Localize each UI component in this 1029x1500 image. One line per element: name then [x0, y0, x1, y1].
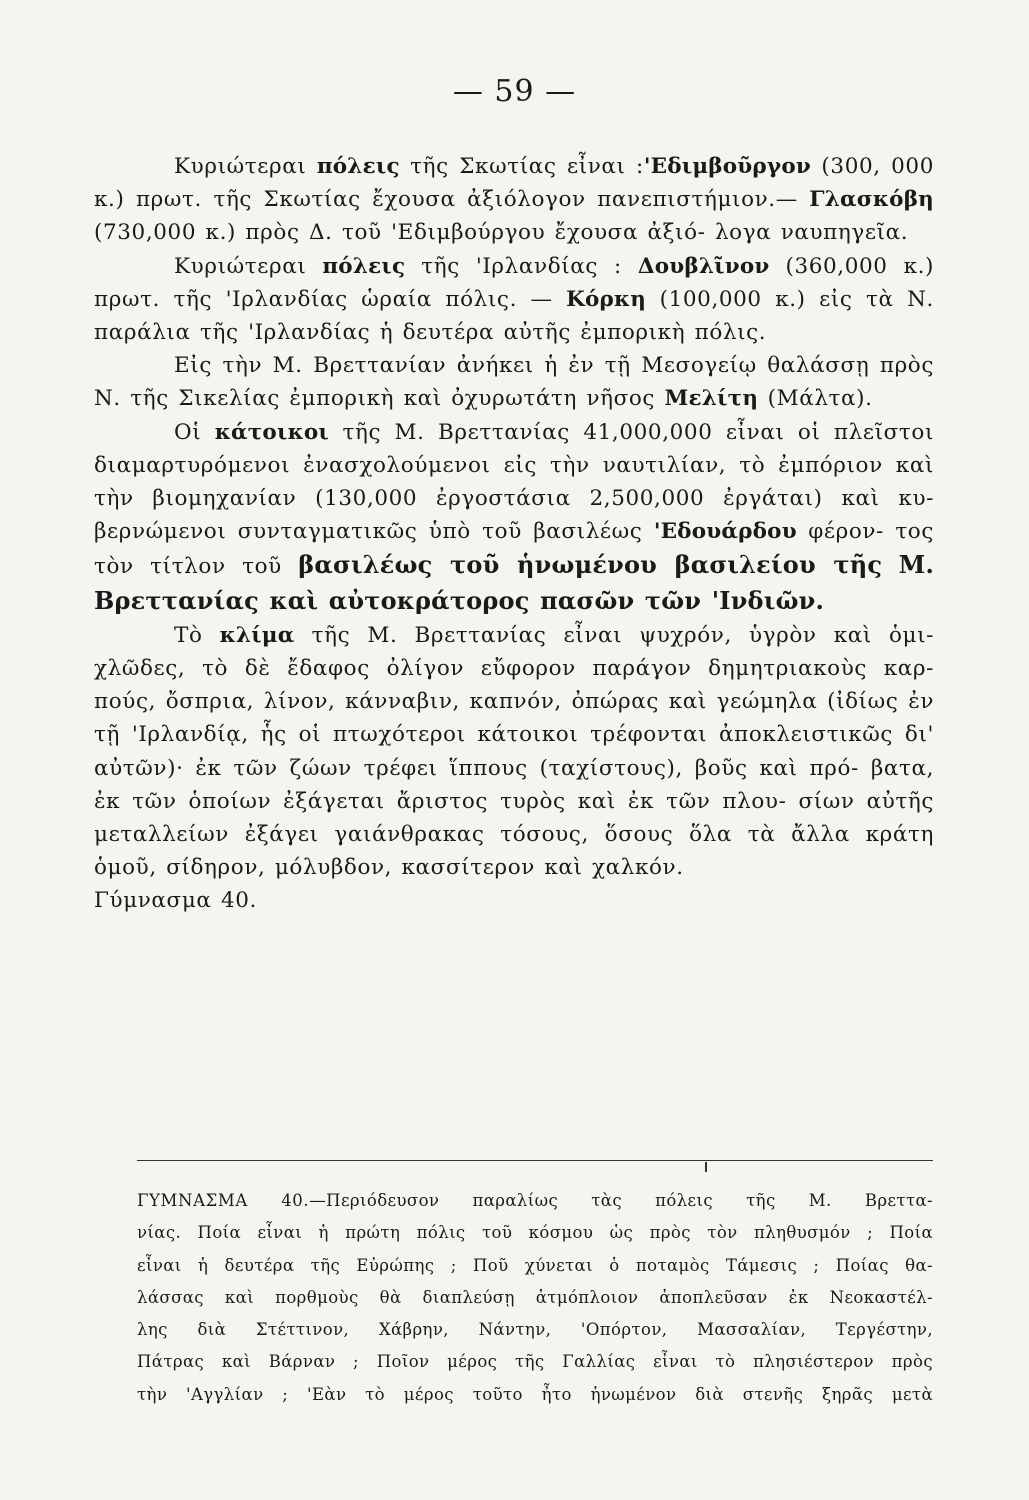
text-run: Εἰς τὴν Μ. Βρεττανίαν ἀνήκει ἡ ἐν τῇ Μεσογείῳ θαλάσσῃ πρὸς [174, 353, 934, 379]
bold-term: Κόρκη [566, 286, 647, 312]
text-run: τῆς 'Ιρλανδίας : [405, 253, 638, 279]
text-run: λογα ναυπηγεῖα. [714, 220, 909, 246]
main-text [94, 150, 934, 918]
footnote-line: τὴν 'Αγγλίαν ; 'Εὰν τὸ μέρος τοῦτο ἦτο ἡνωμένον διὰ στενῆς ξηρᾶς μετὰ [137, 1384, 933, 1404]
bold-term: Δουβλῖνον [637, 253, 770, 279]
divider-mark [705, 1162, 707, 1172]
footnote-line: νίας. Ποία εἶναι ἡ πρώτη πόλις τοῦ κόσμου ὡς πρὸς τὸν πληθυσμόν ; Ποία [137, 1223, 933, 1243]
bold-term: Μελίτη [664, 386, 759, 412]
text-run: Κυριώτεραι [174, 253, 323, 279]
bold-title: βασιλέως τοῦ ἡνωμένου βασιλείου τῆς [298, 550, 883, 580]
text-run: εἰς τὰ Ν. παράλια τῆς 'Ιρλανδίας ἡ δευτέρα αὐτῆς ἐμπορικὴ πόλις. [94, 286, 934, 346]
footnote-line: εἶναι ἡ δευτέρα τῆς Εὐρώπης ; Ποῦ χύνεται ὁ ποταμὸς Τάμεσις ; Ποίας θα- [137, 1255, 933, 1275]
bold-title: Μ. Βρεττανίας καὶ αὐτοκράτορος πασῶν τῶν 'Ινδιῶν. [94, 550, 934, 615]
text-run: διαμαρτυρόμενοι ἐνασχολούμενοι εἰς τὴν ναυτιλίαν, τὸ ἐμπόριον καὶ [94, 452, 934, 478]
text-run: τῆς Μ. Βρεττανίας εἶναι ψυχρόν, ὑγρὸν καὶ ὁμι- [294, 622, 935, 648]
text-run: βατα, ἐκ τῶν ὁποίων ἐξάγεται ἄριστος τυρὸς καὶ ἐκ τῶν πλου- [94, 755, 935, 814]
footnote-line: Πάτρας καὶ Βάρναν ; Ποῖον μέρος τῆς Γαλλίας εἶναι τὸ πλησιέστερον πρὸς [137, 1352, 933, 1372]
paragraph-inhabitants [94, 416, 934, 619]
paragraph-scotland [94, 150, 934, 250]
text-run: σίων αὐτῆς μεταλλείων ἐξάγει γαιάνθρακας τόσους, ὅσους ὅλα τὰ [94, 788, 935, 848]
text-run: τος τὸν τίτλον τοῦ [94, 519, 934, 580]
bold-term: κάτοικοι [214, 419, 330, 445]
footnote-heading: ΓΥΜΝΑΣΜΑ 40. [137, 1191, 310, 1210]
bold-term: πόλεις [316, 154, 400, 179]
text-run: τῆς Σκωτίας εἶναι : [399, 154, 644, 179]
text-run: ἐν τῇ 'Ιρλανδίᾳ, ἧς οἱ πτωχότεροι κάτοικοι τρέφονται ἀποκλειστικῶς [94, 689, 934, 748]
text-run: πούς, ὄσπρια, λίνον, κάνναβιν, καπνόν, ὀπώρας καὶ γεώμηλα (ἰδίως [94, 689, 899, 715]
text-run: βερνώμενοι συνταγματικῶς ὑπὸ τοῦ βασιλέως [94, 519, 654, 545]
footnote-line [137, 1185, 933, 1217]
footnote-divider [137, 1160, 933, 1161]
exercise-reference [94, 884, 934, 917]
footnote-line: λάσσας καὶ πορθμοὺς θὰ διαπλεύσῃ ἀτμόπλοιον ἀποπλεῦσαν ἐκ Νεοκαστέλ- [137, 1287, 933, 1307]
text-run: δι' αὐτῶν)· ἐκ τῶν ζώων τρέφει ἵππους (ταχίστους), βοῦς καὶ πρό- [94, 722, 934, 781]
paragraph-climate [94, 619, 934, 885]
text-run: 000 κ.) πρωτ. τῆς Σκωτίας ἔχουσα ἀξιόλογον πανεπιστήμιον.— [94, 154, 934, 213]
footnote-line: λης διὰ Στέττινον, Χάβρην, Νάντην, 'Οπόρτον, Μασσαλίαν, Τεργέστην, [137, 1320, 933, 1340]
text-run: (100,000 κ.) [646, 286, 806, 312]
text-run: Τὸ [174, 622, 220, 648]
text-run: ἄλλα κράτη ὁμοῦ, σίδηρον, μόλυβδον, κασσίτερον καὶ χαλκόν. [94, 822, 935, 881]
text-run: —Περιόδευσον παραλίως τὰς πόλεις τῆς Μ. Βρεττα- [309, 1191, 933, 1210]
page-number: — 59 — [452, 74, 577, 109]
text-run: (Μάλτα). [758, 386, 873, 412]
text-run: (730,000 κ.) πρὸς Δ. τοῦ 'Εδιμβούργου ἔχουσα ἀξιό- [94, 220, 706, 246]
text-run: κ.) πρωτ. τῆς 'Ιρλανδίας ὡραία πόλις. — [94, 253, 935, 312]
text-run: Ν. τῆς Σικελίας ἐμπορικὴ καὶ ὀχυρωτάτη νῆσος [94, 386, 665, 412]
text-run: (300, [810, 154, 881, 179]
footnote-exercise [137, 1185, 933, 1411]
paragraph-ireland [94, 250, 934, 350]
bold-term: 'Εδουάρδου [653, 519, 797, 545]
bold-term: 'Εδιμβοῦργον [643, 154, 811, 179]
bold-term: πόλεις [322, 253, 406, 279]
text-run: χλῶδες, τὸ δὲ ἔδαφος ὀλίγον εὔφορον παράγον δημητριακοὺς καρ- [94, 656, 934, 682]
text-run: Οἱ [174, 419, 215, 445]
paragraph-malta [94, 349, 934, 415]
text-run: φέρον- [796, 519, 884, 545]
bold-term: κλίμα [219, 622, 295, 648]
text-run: τὴν βιομηχανίαν (130,000 ἐργοστάσια 2,500,000 ἐργάται) καὶ κυ- [94, 486, 934, 512]
text-run: τῆς Μ. Βρεττανίας 41,000,000 εἶναι οἱ πλεῖστοι [329, 419, 934, 445]
text-run: (360,000 [769, 253, 888, 279]
text-run: Γύμνασμα 40. [94, 888, 257, 914]
bold-term: Γλασκόβη [809, 187, 934, 213]
text-run: Κυριώτεραι [174, 154, 317, 179]
